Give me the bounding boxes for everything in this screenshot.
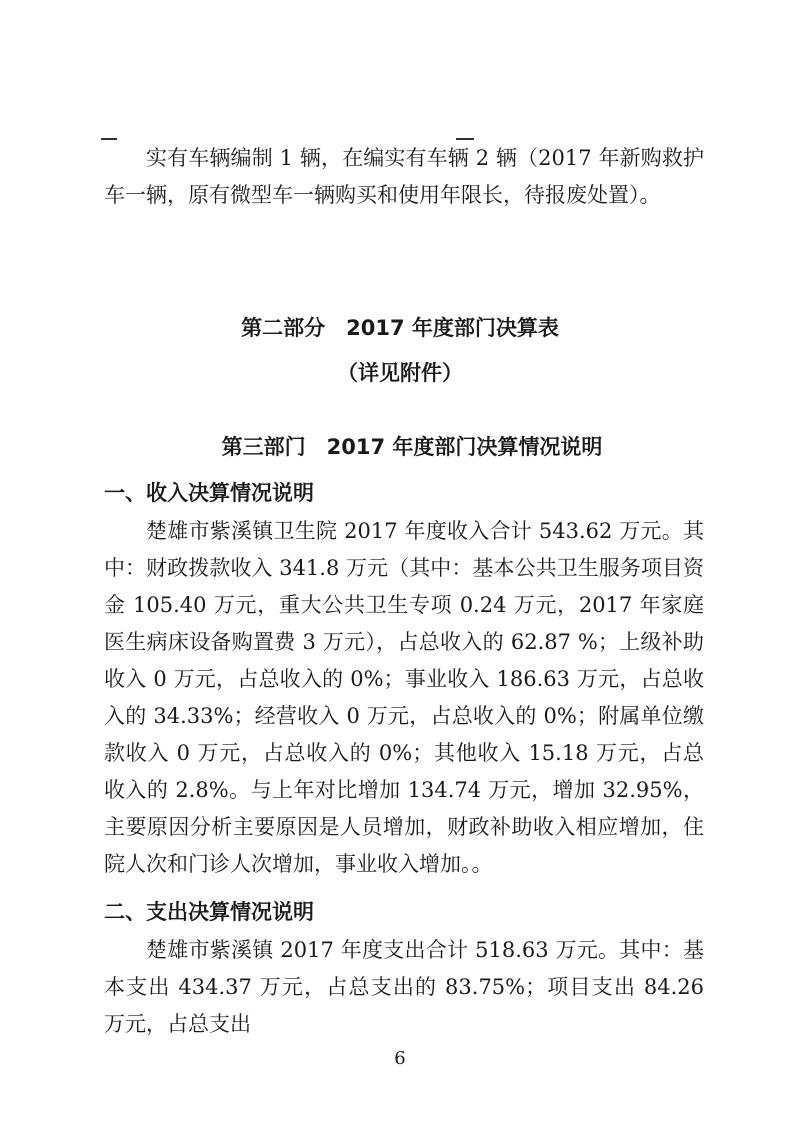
income-paragraph: 楚雄市紫溪镇卫生院 2017 年度收入合计 543.62 万元。其中：财政拨款收入 341.8 万元（其中：基本公共卫生服务项目资金 105.40 万元，重大公共卫生专项 0.24 万元，2017 年家庭医生病床设备购置费 3 万元），占总收入的 62.87 %；上级补助收入 0 万元，占总收入的 0%；事业收入 186.63 万元，占总收入的 34.33%；经营收入 0 万元，占总收入的 0%；附属单位缴款收入 0 万元，占总收入的 0%；其他收入 15.18 万元，占总收入的 2.8%。与上年对比增加 134.74 万元，增加 32.95%，主要原因分析主要原因是人员增加，财政补助收入相应增加，住院人次和门诊人次增加，事业收入增加。。 xyxy=(104,519,704,876)
expenditure-section-heading: 二、支出决算情况说明 xyxy=(104,900,314,924)
part2-title: 第二部分 2017 年度部门决算表 xyxy=(241,316,559,340)
part2-subtitle: （详见附件） xyxy=(337,361,463,385)
income-section-heading: 一、收入决算情况说明 xyxy=(104,481,314,505)
page-number: 6 xyxy=(394,1048,406,1069)
part3-title: 第三部门 2017 年度部门决算情况说明 xyxy=(221,435,603,459)
vehicles-paragraph: 实有车辆编制 1 辆，在编实有车辆 2 辆（2017 年新购救护车一辆，原有微型车一辆购买和使用年限长，待报废处置）。 xyxy=(104,146,704,207)
expenditure-paragraph: 楚雄市紫溪镇 2017 年度支出合计 518.63 万元。其中：基本支出 434.37 万元，占总支出的 83.75%；项目支出 84.26 万元，占总支出 xyxy=(104,938,704,1036)
